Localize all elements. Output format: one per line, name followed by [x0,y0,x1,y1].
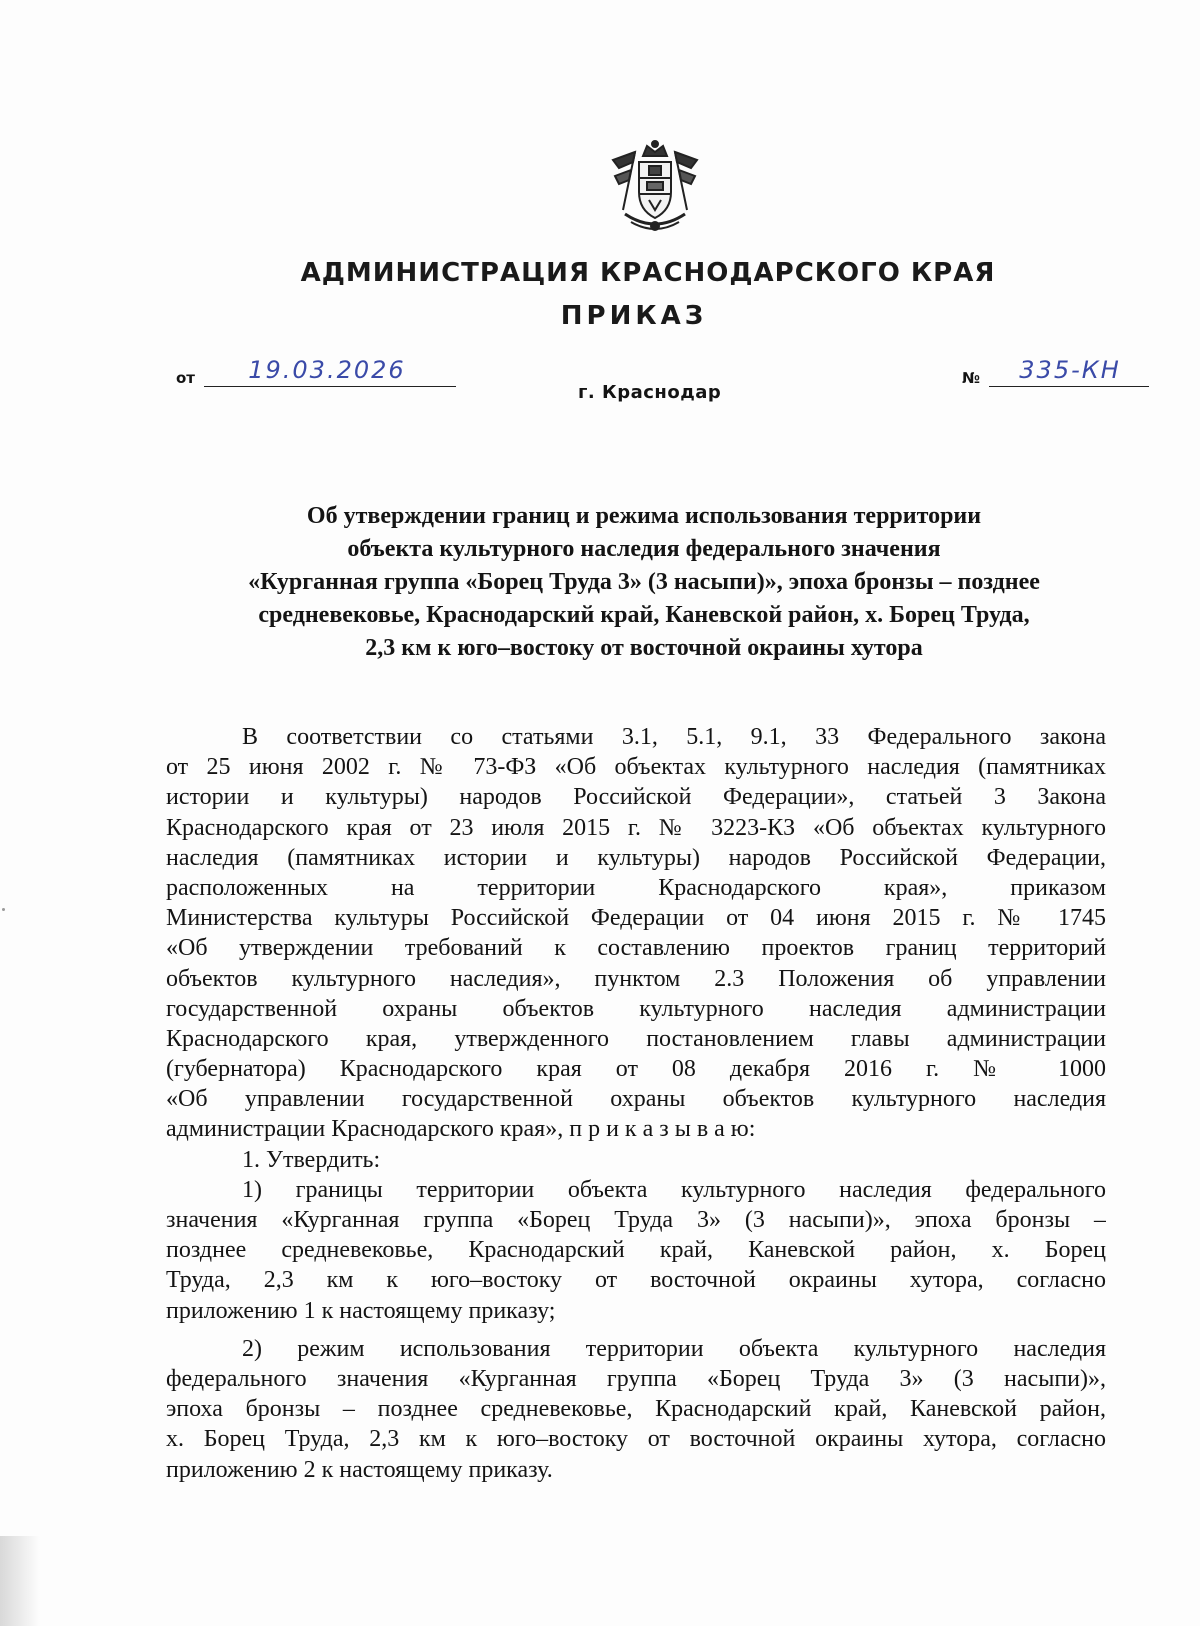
body-line: наследия (памятниках истории и культуры) народов Российской Федерации, [166,844,1106,871]
body-line: 1. Утвердить: [242,1146,381,1173]
date-prefix: от [176,369,195,387]
body-line: 2) режим использования территории объекта культурного наследия [242,1335,1106,1362]
body-line: эпоха бронзы – позднее средневековье, Краснодарский край, Каневской район, [166,1396,1106,1423]
date-underline [204,356,456,387]
title-line: «Курганная группа «Борец Труда 3» (3 насыпи)», эпоха бронзы – позднее [248,569,1040,595]
body-line: объектов культурного наследия», пунктом 2.3 Положения об управлении [166,965,1106,992]
body-line: Труда, 2,3 км к юго–востоку от восточной окраины хутора, согласно [166,1267,1106,1294]
scan-artifact [2,908,5,911]
body-line: расположенных на территории Краснодарского края», приказом [166,874,1106,901]
body-line: приложению 2 к настоящему приказу. [166,1456,553,1483]
title-line: средневековье, Краснодарский край, Каневской район, х. Борец Труда, [258,602,1030,628]
order-body [166,722,1106,1485]
body-line: х. Борец Труда, 2,3 км к юго–востоку от восточной окраины хутора, согласно [166,1426,1106,1453]
body-line: Краснодарского края, утвержденного постановлением главы администрации [166,1025,1106,1052]
body-line: администрации Краснодарского края», п р и к а з ы в а ю: [166,1116,756,1143]
title-line: объекта культурного наследия федерального значения [347,536,941,562]
body-line: (губернатора) Краснодарского края от 08 декабря 2016 г. № 1000 [166,1056,1106,1083]
body-line: Краснодарского края от 23 июля 2015 г. № 3223-КЗ «Об объектах культурного [166,814,1106,841]
title-line: Об утверждении границ и режима использования территории [306,503,982,529]
body-line: позднее средневековье, Краснодарский край, Каневской район, х. Борец [166,1237,1106,1264]
organization-title: АДМИНИСТРАЦИЯ КРАСНОДАРСКОГО КРАЯ [300,258,996,288]
handwritten-number: 335-КН [1019,356,1121,384]
number-underline [989,356,1149,387]
body-line: приложению 1 к настоящему приказу; [166,1297,556,1324]
handwritten-date: 19.03.2026 [248,356,406,384]
date-field [176,356,456,387]
body-line: истории и культуры) народов Российской Федерации», статьей 3 Закона [166,784,1106,811]
body-line: 1) границы территории объекта культурного наследия федерального [242,1176,1106,1203]
number-field [962,356,1149,387]
body-line: В соответствии со статьями 3.1, 5.1, 9.1, 33 Федерального закона [242,724,1106,750]
document-type: ПРИКАЗ [560,301,708,331]
body-line: государственной охраны объектов культурного наследия администрации [166,995,1106,1022]
body-line: Министерства культуры Российской Федерации от 04 июня 2015 г. № 1745 [166,905,1106,932]
body-line: «Об утверждении требований к составлению проектов границ территорий [166,935,1106,962]
body-line: «Об управлении государственной охраны объектов культурного наследия [166,1086,1106,1113]
body-line: значения «Курганная группа «Борец Труда 3» (3 насыпи)», эпоха бронзы – [166,1207,1106,1233]
scan-shadow [0,1536,40,1626]
body-line: федерального значения «Курганная группа «Борец Труда 3» (3 насыпи)», [166,1365,1106,1392]
number-prefix: № [962,369,981,387]
order-title [160,500,1128,665]
city-label: г. Краснодар [578,382,722,403]
coat-of-arms-icon [609,140,701,236]
body-line: от 25 июня 2002 г. № 73-ФЗ «Об объектах культурного наследия (памятниках [166,754,1106,781]
title-line: 2,3 км к юго–востоку от восточной окраины хутора [365,635,923,661]
